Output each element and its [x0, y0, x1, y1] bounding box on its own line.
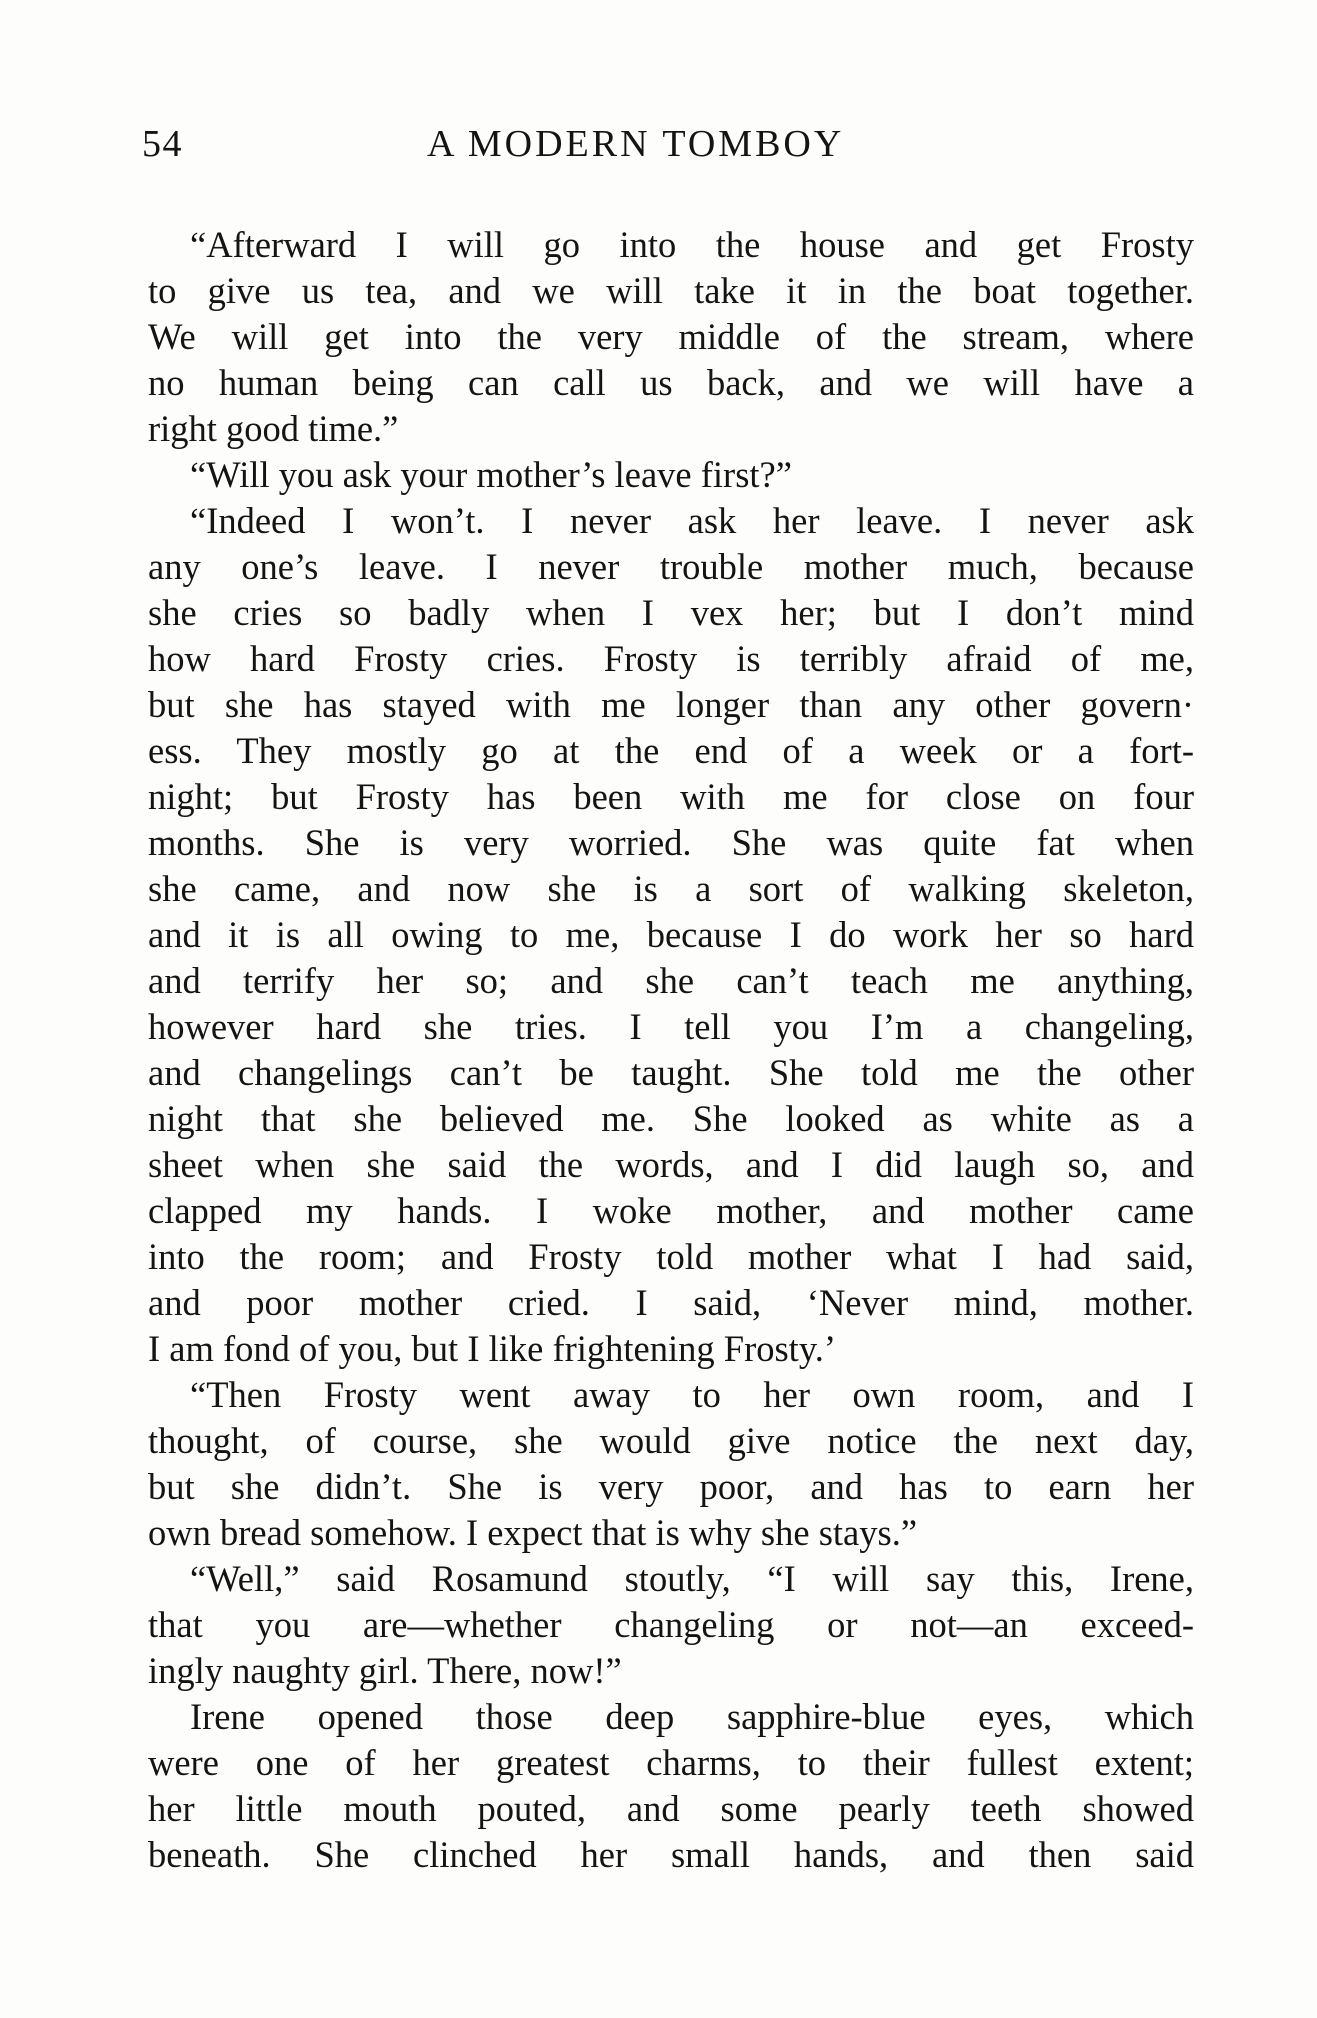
text-line: any one’s leave. I never trouble mother much, because [148, 546, 1194, 587]
text-line: own bread somehow. I expect that is why she stays.” [148, 1512, 918, 1553]
text-line: that you are—whether changeling or not—an exceed- [148, 1604, 1194, 1645]
text-line: however hard she tries. I tell you I’m a changeling, [148, 1006, 1194, 1047]
text-line: months. She is very worried. She was quite fat when [148, 822, 1194, 863]
body-text [148, 222, 1194, 1878]
text-line: ess. They mostly go at the end of a week or a fort- [148, 730, 1194, 771]
text-line: how hard Frosty cries. Frosty is terribly afraid of me, [148, 638, 1194, 679]
text-line: but she has stayed with me longer than any other govern· [148, 684, 1194, 725]
text-line: were one of her greatest charms, to their fullest extent; [148, 1742, 1194, 1783]
text-line: sheet when she said the words, and I did laugh so, and [148, 1144, 1194, 1185]
text-line: she came, and now she is a sort of walking skeleton, [148, 868, 1194, 909]
text-line: “Indeed I won’t. I never ask her leave. I never ask [190, 500, 1194, 541]
text-line: I am fond of you, but I like frightening Frosty.’ [148, 1328, 836, 1369]
text-line: clapped my hands. I woke mother, and mother came [148, 1190, 1194, 1231]
text-line: her little mouth pouted, and some pearly teeth showed [148, 1788, 1194, 1829]
page-number: 54 [142, 123, 183, 165]
text-line: thought, of course, she would give notice the next day, [148, 1420, 1194, 1461]
text-line: right good time.” [148, 408, 399, 449]
text-line: but she didn’t. She is very poor, and has to earn her [148, 1466, 1194, 1507]
text-line: “Afterward I will go into the house and get Frosty [190, 224, 1194, 265]
text-line: to give us tea, and we will take it in the boat together. [148, 270, 1194, 311]
text-line: no human being can call us back, and we will have a [148, 362, 1194, 403]
text-line: she cries so badly when I vex her; but I don’t mind [148, 592, 1194, 633]
text-line: We will get into the very middle of the stream, where [148, 316, 1194, 357]
text-line: night; but Frosty has been with me for close on four [148, 776, 1194, 817]
text-line: and it is all owing to me, because I do work her so hard [148, 914, 1194, 955]
text-line: and changelings can’t be taught. She told me the other [148, 1052, 1194, 1093]
text-line: and terrify her so; and she can’t teach me anything, [148, 960, 1194, 1001]
book-title: A MODERN TOMBOY [427, 123, 845, 165]
text-line: ingly naughty girl. There, now!” [148, 1650, 622, 1691]
text-line: beneath. She clinched her small hands, and then said [148, 1834, 1194, 1875]
text-line: “Will you ask your mother’s leave first?” [190, 454, 792, 495]
text-line: into the room; and Frosty told mother what I had said, [148, 1236, 1194, 1277]
text-line: Irene opened those deep sapphire-blue eyes, which [190, 1696, 1194, 1737]
text-line: “Then Frosty went away to her own room, and I [190, 1374, 1194, 1415]
text-line: “Well,” said Rosamund stoutly, “I will say this, Irene, [190, 1558, 1194, 1599]
text-line: and poor mother cried. I said, ‘Never mind, mother. [148, 1282, 1194, 1323]
running-head [142, 122, 1194, 172]
text-line: night that she believed me. She looked as white as a [148, 1098, 1194, 1139]
